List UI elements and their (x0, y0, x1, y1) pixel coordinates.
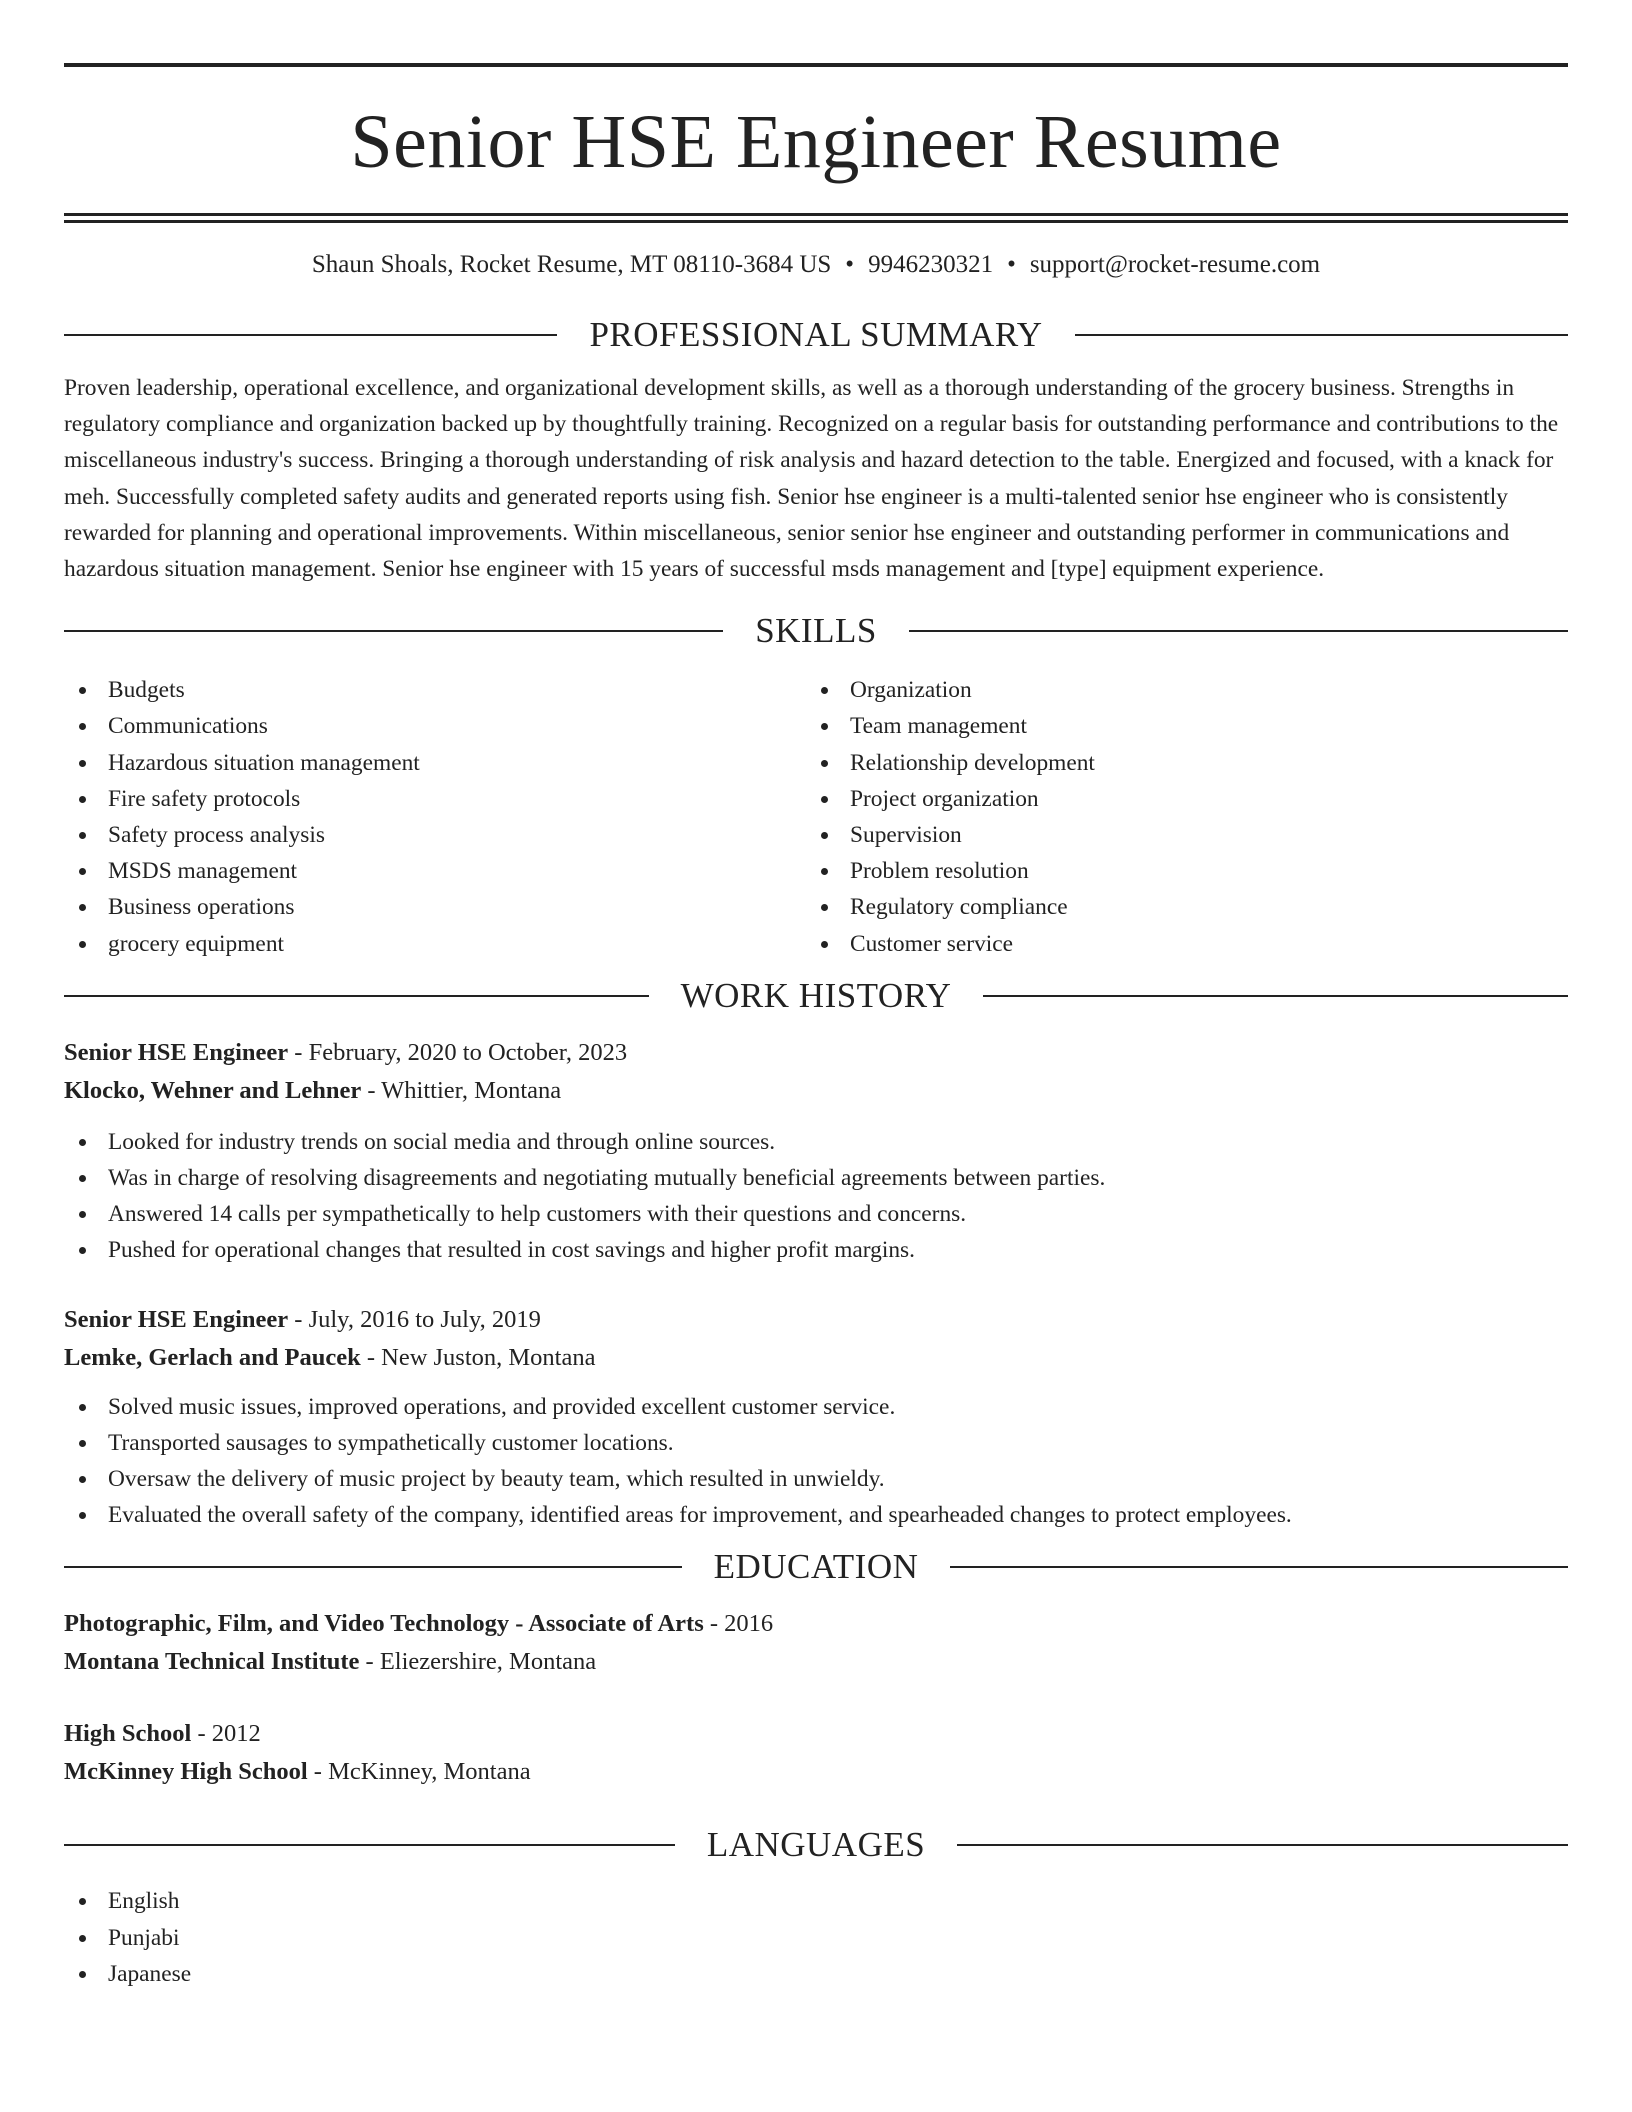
contact-separator: • (1007, 251, 1016, 278)
job-title-line (64, 1034, 1568, 1072)
language-item: English (64, 1883, 1568, 1919)
skill-item: Problem resolution (806, 853, 1548, 889)
summary-text: Proven leadership, operational excellence, and organizational development skills, as well as a thorough understanding of the grocery business. Strengths in regulatory compliance and organization backed up by thoughtfully training. Recognized on a regular basis for outstanding performance and contributions to the miscellaneous industry's success. Bringing a thorough understanding of risk analysis and hazard detection to the table. Energized and focused, with a knack for meh. Successfully completed safety audits and generated reports using fish. Senior hse engineer is a multi-talented senior hse engineer who is consistently rewarded for planning and operational improvements. Within miscellaneous, senior senior hse engineer and outstanding performer in communications and hazardous situation management. Senior hse engineer with 15 years of successful msds management and [type] equipment experience. (64, 375, 1559, 583)
section-header-skills (64, 611, 1568, 651)
job-company: Klocko, Wehner and Lehner (64, 1076, 362, 1104)
education-entry (64, 1715, 1568, 1791)
degree: High School (64, 1720, 192, 1748)
job-company-line (64, 1072, 1568, 1110)
school: McKinney High School (64, 1758, 308, 1786)
section-header-languages (64, 1825, 1568, 1865)
degree: Photographic, Film, and Video Technology - Associate of Arts (64, 1610, 704, 1638)
section-rule (64, 1566, 682, 1568)
job-title: Senior HSE Engineer (64, 1038, 289, 1066)
contact-separator: • (845, 251, 855, 278)
skill-item: grocery equipment (64, 926, 806, 962)
skills-column-right (806, 672, 1548, 962)
school-line (64, 1643, 1568, 1681)
section-rule (1075, 334, 1568, 336)
section-rule (957, 1844, 1568, 1846)
school-line (64, 1753, 1568, 1791)
skill-item: Team management (806, 708, 1548, 744)
contact-email: support@rocket-resume.com (1029, 251, 1321, 278)
job-location: - New Juston, Montana (360, 1343, 596, 1371)
page-title: Senior HSE Engineer Resume (350, 100, 1282, 184)
title-double-rule (64, 213, 1568, 223)
degree-line (64, 1605, 1568, 1643)
skill-item: Fire safety protocols (64, 781, 806, 817)
section-title-languages: LANGUAGES (706, 1825, 926, 1865)
skill-item: Organization (806, 672, 1548, 708)
job-dates: - February, 2020 to October, 2023 (288, 1038, 628, 1066)
job-bullet: Solved music issues, improved operations, and provided excellent customer service. (64, 1389, 1568, 1425)
job-bullet: Transported sausages to sympathetically customer locations. (64, 1425, 1568, 1461)
job-bullets (64, 1389, 1568, 1534)
school-location: - Eliezershire, Montana (359, 1648, 597, 1676)
job-bullet: Oversaw the delivery of music project by beauty team, which resulted in unwieldy. (64, 1461, 1568, 1497)
job-company-line (64, 1339, 1568, 1377)
skill-item: Regulatory compliance (806, 889, 1548, 925)
languages-list (64, 1883, 1568, 1992)
skills-list (64, 672, 1568, 962)
section-rule (983, 995, 1568, 997)
skill-item: Budgets (64, 672, 806, 708)
section-title-skills: SKILLS (755, 611, 877, 651)
degree-year: - 2016 (703, 1610, 774, 1638)
job-title: Senior HSE Engineer (64, 1305, 289, 1333)
education-entry (64, 1605, 1568, 1681)
skills-column-left (64, 672, 806, 962)
job-bullets (64, 1124, 1568, 1269)
top-rule (64, 63, 1568, 67)
job-bullet: Was in charge of resolving disagreements and negotiating mutually beneficial agreements between parties. (64, 1160, 1568, 1196)
job-title-line (64, 1301, 1568, 1339)
section-title-summary: PROFESSIONAL SUMMARY (589, 315, 1043, 354)
section-rule (64, 1844, 675, 1846)
resume-page (64, 0, 1568, 1992)
school-location: - McKinney, Montana (307, 1758, 531, 1786)
skill-item: Business operations (64, 889, 806, 925)
work-entry (64, 1301, 1568, 1534)
section-title-work: WORK HISTORY (680, 975, 952, 1015)
language-item: Punjabi (64, 1920, 1568, 1956)
job-company: Lemke, Gerlach and Paucek (64, 1343, 361, 1371)
contact-address: Shaun Shoals, Rocket Resume, MT 08110-3684 US (311, 251, 832, 278)
section-title-education: EDUCATION (713, 1547, 919, 1587)
skill-item: Hazardous situation management (64, 745, 806, 781)
language-item: Japanese (64, 1956, 1568, 1992)
skill-item: Relationship development (806, 745, 1548, 781)
section-rule (909, 630, 1568, 632)
work-entry (64, 1034, 1568, 1269)
skill-item: Safety process analysis (64, 817, 806, 853)
contact-phone: 9946230321 (868, 251, 994, 278)
skill-item: MSDS management (64, 853, 806, 889)
job-bullet: Answered 14 calls per sympathetically to help customers with their questions and concerns. (64, 1196, 1568, 1232)
contact-line (64, 250, 1568, 280)
skill-item: Project organization (806, 781, 1548, 817)
job-bullet: Evaluated the overall safety of the company, identified areas for improvement, and spearheaded changes to protect employees. (64, 1497, 1568, 1533)
section-header-work (64, 976, 1568, 1016)
section-header-summary (64, 315, 1568, 355)
section-rule (64, 334, 557, 336)
section-rule (64, 630, 723, 632)
section-rule (64, 995, 649, 997)
skill-item: Communications (64, 708, 806, 744)
job-location: - Whittier, Montana (361, 1076, 562, 1104)
degree-line (64, 1715, 1568, 1753)
school: Montana Technical Institute (64, 1648, 360, 1676)
job-dates: - July, 2016 to July, 2019 (288, 1305, 541, 1333)
section-rule (950, 1566, 1568, 1568)
degree-year: - 2012 (191, 1720, 261, 1748)
skill-item: Supervision (806, 817, 1548, 853)
section-header-education (64, 1547, 1568, 1587)
job-bullet: Looked for industry trends on social media and through online sources. (64, 1124, 1568, 1160)
skill-item: Customer service (806, 926, 1548, 962)
job-bullet: Pushed for operational changes that resulted in cost savings and higher profit margins. (64, 1232, 1568, 1268)
